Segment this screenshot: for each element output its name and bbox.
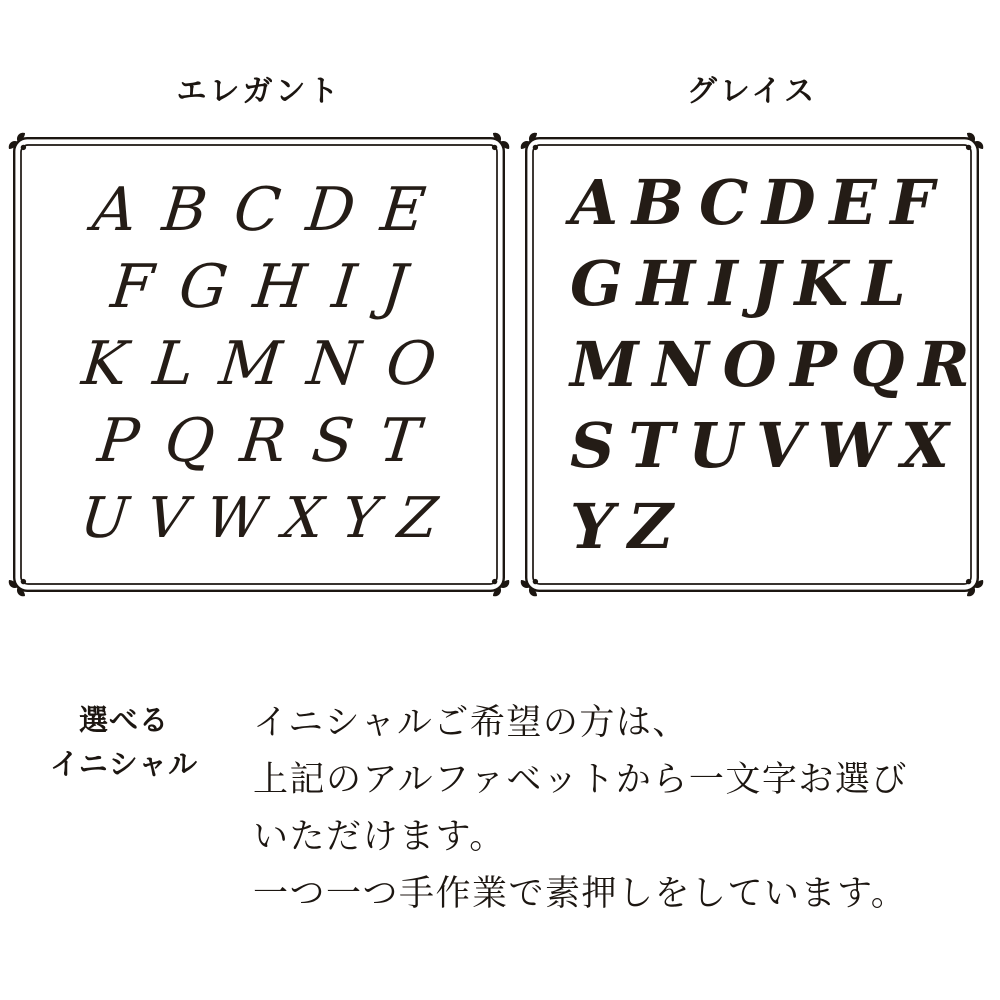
grace-font-title: グレイス [686, 75, 818, 108]
description-line: 上記のアルファベットから一文字お選び [253, 760, 908, 799]
selectable-initial-heading [38, 699, 210, 787]
heading-line: 選べる [78, 705, 169, 737]
alphabet-row: YZ [570, 490, 687, 563]
elegant-alphabet [12, 136, 506, 593]
alphabet-row: PQRST [94, 406, 450, 476]
elegant-font-title: エレガント [176, 75, 342, 108]
alphabet-row: MNOPQR [570, 328, 984, 401]
elegant-alphabet-frame [12, 136, 506, 593]
alphabet-row: FGHIJ [107, 252, 437, 322]
description-line: 一つ一つ手作業で素押しをしています。 [253, 874, 908, 913]
alphabet-row: STUVWX [570, 409, 963, 482]
alphabet-row: GHIJKL [570, 247, 920, 320]
alphabet-row: ABCDEF [570, 166, 948, 239]
alphabet-row: KLMNO [78, 329, 466, 399]
description-line: いただけます。 [253, 817, 506, 856]
alphabet-row: UVWXYZ [77, 486, 460, 551]
grace-alphabet-frame [524, 136, 984, 593]
alphabet-row: ABCDE [89, 175, 456, 245]
grace-alphabet [524, 136, 984, 593]
description-line: イニシャルご希望の方は、 [253, 703, 689, 742]
heading-line: イニシャル [49, 749, 199, 781]
initial-description-text [253, 694, 983, 922]
